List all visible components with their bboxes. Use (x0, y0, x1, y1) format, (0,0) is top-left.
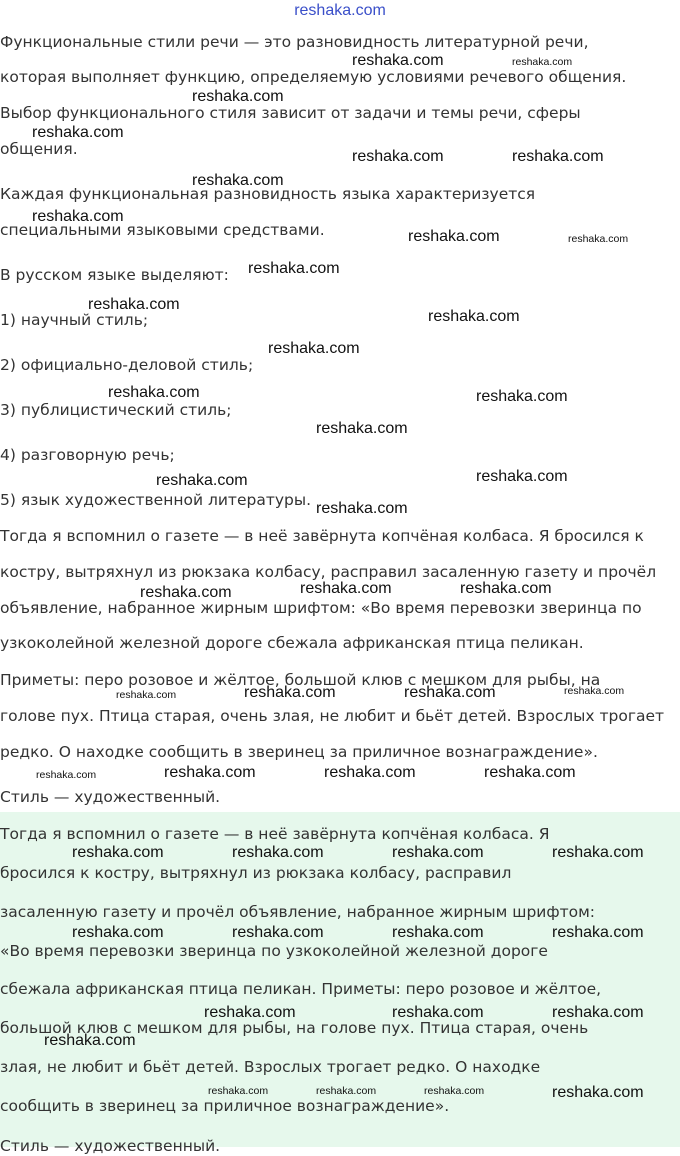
watermark: reshaka.com (244, 684, 336, 701)
watermark: reshaka.com (552, 924, 644, 941)
answer-line: бросился к костру, вытряхнул из рюкзака колбасу, расправил (0, 864, 512, 882)
watermark: reshaka.com (316, 1085, 377, 1097)
watermark: reshaka.com (352, 52, 444, 69)
theory-line: которая выполняет функцию, определяемую условиями речевого общения. (0, 68, 627, 86)
watermark: reshaka.com (552, 1004, 644, 1021)
watermark: reshaka.com (476, 468, 568, 485)
watermark: reshaka.com (36, 769, 97, 781)
watermark: reshaka.com (392, 844, 484, 861)
watermark: reshaka.com (316, 420, 408, 437)
watermark: reshaka.com (108, 384, 200, 401)
watermark: reshaka.com (568, 233, 629, 245)
watermark: reshaka.com (248, 260, 340, 277)
watermark: reshaka.com (156, 472, 248, 489)
styles-intro: В русском языке выделяют: (0, 266, 229, 284)
watermark: reshaka.com (552, 1084, 644, 1101)
watermark: reshaka.com (32, 208, 124, 225)
watermark: reshaka.com (352, 148, 444, 165)
answer-line: «Во время перевозки зверинца по узкоколейной железной дороге (0, 942, 548, 960)
answer-line: злая, не любит и бьёт детей. Взрослых трогает редко. О находке (0, 1058, 541, 1076)
style-item: 4) разговорную речь; (0, 446, 175, 464)
answer-line: Тогда я вспомнил о газете — в неё завёрнута копчёная колбаса. Я (0, 825, 550, 843)
exercise-line: редко. О находке сообщить в зверинец за приличное вознаграждение». (0, 743, 598, 761)
site-link[interactable]: reshaka.com (294, 2, 386, 19)
watermark: reshaka.com (408, 228, 500, 245)
watermark: reshaka.com (44, 1032, 136, 1049)
watermark: reshaka.com (404, 684, 496, 701)
watermark: reshaka.com (392, 924, 484, 941)
watermark: reshaka.com (204, 1004, 296, 1021)
watermark: reshaka.com (32, 124, 124, 141)
answer-line: большой клюв с мешком для рыбы, на голове пух. Птица старая, очень (0, 1019, 589, 1037)
watermark: reshaka.com (460, 580, 552, 597)
theory-line: Функциональные стили речи — это разновидность литературной речи, (0, 33, 589, 51)
style-item: 3) публицистический стиль; (0, 401, 232, 419)
exercise-line: Тогда я вспомнил о газете — в неё завёрнута копчёная колбаса. Я бросился к (0, 527, 644, 545)
site-header (0, 0, 680, 22)
watermark: reshaka.com (300, 580, 392, 597)
answer-line: засаленную газету и прочёл объявление, набранное жирным шрифтом: (0, 903, 596, 921)
answer-style: Стиль — художественный. (0, 1137, 221, 1155)
exercise-line: объявление, набранное жирным шрифтом: «Во время перевозки зверинца по (0, 599, 642, 617)
watermark: reshaka.com (232, 924, 324, 941)
style-item: 5) язык художественной литературы. (0, 491, 312, 509)
watermark: reshaka.com (392, 1004, 484, 1021)
exercise-line: голове пух. Птица старая, очень злая, не любит и бьёт детей. Взрослых трогает (0, 707, 665, 725)
watermark: reshaka.com (192, 88, 284, 105)
style-item: 1) научный стиль; (0, 311, 149, 329)
exercise-line: Приметы: перо розовое и жёлтое, большой клюв с мешком для рыбы, на (0, 671, 601, 689)
watermark: reshaka.com (72, 844, 164, 861)
watermark: reshaka.com (476, 388, 568, 405)
answer-line: сообщить в зверинец за приличное вознаграждение». (0, 1097, 450, 1115)
watermark: reshaka.com (164, 764, 256, 781)
style-item: 2) официально-деловой стиль; (0, 356, 254, 374)
answer-line: сбежала африканская птица пеликан. Приметы: перо розовое и жёлтое, (0, 980, 602, 998)
exercise-line: костру, вытряхнул из рюкзака колбасу, расправил засаленную газету и прочёл (0, 563, 657, 581)
watermark: reshaka.com (116, 689, 177, 701)
watermark: reshaka.com (424, 1085, 485, 1097)
theory-line: Выбор функционального стиля зависит от задачи и темы речи, сферы (0, 104, 581, 122)
watermark: reshaka.com (564, 685, 625, 697)
theory-line: специальными языковыми средствами. (0, 221, 325, 239)
watermark: reshaka.com (512, 148, 604, 165)
exercise-line: узкоколейной железной дороге сбежала африканская птица пеликан. (0, 634, 584, 652)
watermark: reshaka.com (316, 500, 408, 517)
watermark: reshaka.com (208, 1085, 269, 1097)
watermark: reshaka.com (72, 924, 164, 941)
theory-line: Каждая функциональная разновидность языка характеризуется (0, 185, 536, 203)
watermark: reshaka.com (324, 764, 416, 781)
watermark: reshaka.com (192, 172, 284, 189)
watermark: reshaka.com (552, 844, 644, 861)
watermark: reshaka.com (268, 340, 360, 357)
watermark: reshaka.com (88, 296, 180, 313)
watermark: reshaka.com (232, 844, 324, 861)
watermark: reshaka.com (484, 764, 576, 781)
watermark: reshaka.com (512, 56, 573, 68)
watermark: reshaka.com (428, 308, 520, 325)
exercise-style: Стиль — художественный. (0, 788, 221, 806)
theory-line: общения. (0, 140, 78, 158)
watermark: reshaka.com (140, 584, 232, 601)
